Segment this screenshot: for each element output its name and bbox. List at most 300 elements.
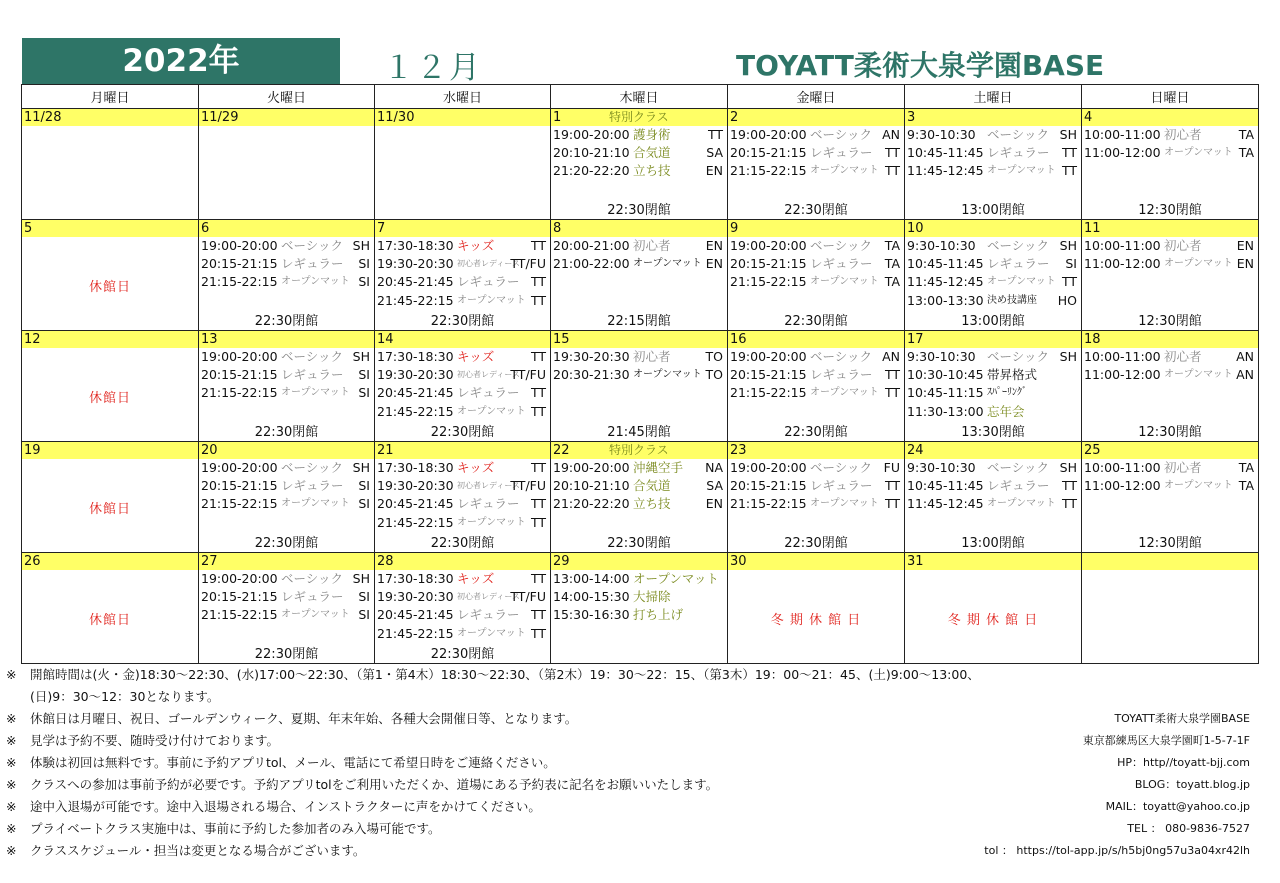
class-entry: [551, 348, 727, 366]
date-label: 6: [199, 220, 374, 237]
class-name: 沖縄空手: [633, 460, 684, 475]
class-time: 11:45-12:45: [907, 163, 984, 179]
day-cell: [199, 109, 375, 220]
note-text: プライベートクラス実施中は、事前に予約した参加者のみ入場可能です。: [30, 821, 441, 836]
weekday-header: 月曜日: [22, 85, 199, 109]
instructor-code: SH: [352, 571, 370, 586]
class-entry: [905, 384, 1081, 402]
date-label: 11/28: [22, 109, 198, 126]
day-cell: [375, 553, 551, 664]
class-name: キッズ: [457, 349, 495, 364]
class-entry: [551, 495, 727, 513]
class-entry: [905, 477, 1081, 495]
class-entry: [728, 126, 904, 144]
class-entry: [375, 348, 550, 366]
date-label: 10: [905, 220, 1081, 237]
instructor-code: EN: [705, 163, 723, 179]
class-name: オープンマット: [633, 571, 719, 586]
day-cell: [905, 109, 1082, 220]
instructor-code: SI: [358, 496, 370, 512]
closing-time: 22:30閉館: [784, 314, 848, 329]
class-name: レギュラー: [281, 589, 344, 605]
class-time: 10:45-11:45: [907, 145, 984, 161]
weekday-header: 土曜日: [905, 85, 1082, 109]
class-entry: [375, 384, 550, 402]
class-time: 19:00-20:00: [201, 571, 278, 586]
note-text: (日)9：30～12：30となります。: [30, 689, 220, 704]
contact-line: MAIL：toyatt@yahoo.co.jp: [1105, 800, 1250, 813]
class-entry: [199, 495, 374, 513]
instructor-code: TT: [530, 460, 546, 475]
class-entry: [905, 162, 1081, 180]
instructor-code: TT: [530, 292, 546, 308]
class-entry: [375, 588, 550, 606]
class-time: 9:30-10:30: [907, 349, 976, 364]
day-cell: [22, 220, 199, 331]
class-time: 17:30-18:30: [377, 349, 454, 364]
class-entry: [905, 403, 1081, 421]
class-name: 初心者: [1164, 127, 1202, 142]
class-name: ベーシック: [987, 238, 1050, 253]
instructor-code: TT: [884, 367, 900, 383]
day-cell: [1082, 442, 1259, 553]
class-name: ベーシック: [810, 460, 873, 475]
class-name: キッズ: [457, 571, 495, 586]
contact-line: TEL ： 080-9836-7527: [1127, 822, 1250, 835]
class-name: 合気道: [633, 478, 671, 494]
note-mark: ※: [6, 821, 17, 836]
class-entry: [199, 606, 374, 624]
instructor-code: AN: [882, 349, 900, 364]
class-entry: [1082, 348, 1258, 366]
note-text: クラススケジュール・担当は変更となる場合がございます。: [30, 843, 366, 858]
class-time: 20:30-21:30: [553, 367, 630, 383]
date-label: 28: [375, 553, 550, 570]
instructor-code: EN: [705, 496, 723, 512]
note-mark: ※: [6, 711, 17, 726]
instructor-code: TO: [705, 367, 723, 383]
note-text: 開館時間は(火・金)18:30～22:30、(水)17:00～22:30、（第1・第4木）18:30～22:30、（第2木）19：30～22：15、（第3木）19：00～21：45、(土)9:00～13:00、: [30, 667, 980, 682]
class-name: オープンマット: [281, 276, 350, 288]
note-mark: ※: [6, 799, 17, 814]
class-entry: [375, 366, 550, 384]
class-time: 10:00-11:00: [1084, 460, 1161, 475]
closing-time: 22:30閉館: [607, 536, 671, 551]
class-entry: [375, 237, 550, 255]
class-entry: [551, 570, 727, 588]
week-row: [22, 109, 1259, 220]
class-entry: [199, 237, 374, 255]
instructor-code: TT: [884, 385, 900, 401]
class-time: 11:00-12:00: [1084, 478, 1161, 494]
class-name: オープンマット: [1164, 258, 1233, 270]
day-cell: [728, 220, 905, 331]
class-entry: [375, 606, 550, 624]
day-cell: [375, 442, 551, 553]
class-entry: [905, 292, 1081, 310]
date-label: 31: [905, 553, 1081, 570]
instructor-code: HO: [1057, 292, 1077, 308]
instructor-code: TT/FU: [510, 256, 546, 272]
class-entry: [728, 144, 904, 162]
class-name: オープンマット: [1164, 480, 1233, 492]
class-name: レギュラー: [810, 145, 873, 161]
class-name: 初心者: [1164, 238, 1202, 253]
class-time: 21:15-22:15: [730, 385, 807, 401]
class-time: 10:45-11:45: [907, 256, 984, 272]
instructor-code: SI: [358, 274, 370, 290]
day-cell: [375, 220, 551, 331]
class-time: 10:00-11:00: [1084, 127, 1161, 142]
closing-time: 13:00閉館: [961, 314, 1025, 329]
day-cell: [551, 553, 728, 664]
closed-day-label: 休館日: [88, 391, 131, 406]
special-class-label: 特別クラス: [609, 110, 669, 124]
class-entry: [1082, 126, 1258, 144]
day-cell: [728, 553, 905, 664]
weekday-header: 金曜日: [728, 85, 905, 109]
note-text: 体験は初回は無料です。事前に予約アプリtol、メール、電話にて希望日時をご連絡ください。: [30, 755, 556, 770]
class-time: 9:30-10:30: [907, 127, 976, 142]
class-name: レギュラー: [457, 607, 520, 623]
weekday-header: 日曜日: [1082, 85, 1259, 109]
date-label: 30: [728, 553, 904, 570]
instructor-code: SH: [1059, 127, 1077, 142]
class-time: 21:15-22:15: [201, 385, 278, 401]
closing-time: 22:30閉館: [784, 536, 848, 551]
class-name: ベーシック: [281, 460, 344, 475]
class-time: 19:00-20:00: [553, 127, 630, 142]
class-time: 20:10-21:10: [553, 145, 630, 161]
day-cell: [551, 442, 728, 553]
instructor-code: TT: [530, 238, 546, 253]
class-entry: [905, 273, 1081, 291]
date-label: 25: [1082, 442, 1258, 459]
instructor-code: TT: [884, 145, 900, 161]
date-strip: [551, 109, 727, 126]
instructor-code: TT: [530, 607, 546, 623]
class-entry: [551, 366, 727, 384]
class-time: 19:30-20:30: [553, 349, 630, 364]
class-time: 19:00-20:00: [201, 238, 278, 253]
class-entry: [551, 477, 727, 495]
class-name: ベーシック: [281, 349, 344, 364]
date-label: 24: [905, 442, 1081, 459]
class-time: 17:30-18:30: [377, 460, 454, 475]
class-name: レギュラー: [810, 367, 873, 383]
class-name: オープンマット: [810, 165, 879, 177]
month-title: １２月: [383, 50, 482, 86]
class-name: レギュラー: [987, 145, 1050, 161]
instructor-code: EN: [705, 238, 723, 253]
instructor-code: SH: [1059, 349, 1077, 364]
class-name: レギュラー: [281, 478, 344, 494]
instructor-code: TT: [530, 403, 546, 419]
instructor-code: SH: [1059, 238, 1077, 253]
class-name: オープンマット: [457, 294, 526, 306]
class-name: レギュラー: [457, 496, 520, 512]
class-name: オープンマット: [987, 165, 1056, 177]
class-name: オープンマット: [457, 405, 526, 417]
date-label: 3: [905, 109, 1081, 126]
class-time: 13:00-13:30: [907, 292, 984, 308]
class-entry: [375, 477, 550, 495]
class-name: レギュラー: [810, 256, 873, 272]
instructor-code: TA: [1238, 127, 1254, 142]
class-time: 20:15-21:15: [730, 478, 807, 494]
class-entry: [728, 273, 904, 291]
day-cell: [199, 553, 375, 664]
class-name: 初心者レディース: [457, 370, 520, 380]
date-label: 26: [22, 553, 198, 570]
closing-time: 13:30閉館: [961, 425, 1025, 440]
date-label: 17: [905, 331, 1081, 348]
instructor-code: SI: [358, 478, 370, 494]
class-name: オープンマット: [810, 498, 879, 510]
week-row: [22, 442, 1259, 553]
class-entry: [551, 255, 727, 273]
class-time: 21:20-22:20: [553, 163, 630, 179]
date-label: 9: [728, 220, 904, 237]
date-label: 23: [728, 442, 904, 459]
class-time: 9:30-10:30: [907, 460, 976, 475]
closing-time: 21:45閉館: [607, 425, 671, 440]
class-name: レギュラー: [987, 256, 1050, 272]
class-time: 20:15-21:15: [730, 367, 807, 383]
note-mark: ※: [6, 755, 17, 770]
instructor-code: TT: [530, 385, 546, 401]
instructor-code: AN: [1236, 349, 1254, 364]
day-cell: [1082, 331, 1259, 442]
class-time: 20:45-21:45: [377, 496, 454, 512]
class-time: 21:15-22:15: [201, 274, 278, 290]
instructor-code: NA: [705, 460, 723, 475]
class-entry: [728, 477, 904, 495]
class-entry: [905, 366, 1081, 384]
day-cell: [199, 442, 375, 553]
class-entry: [1082, 477, 1258, 495]
class-entry: [1082, 366, 1258, 384]
instructor-code: TT: [707, 127, 723, 142]
class-name: 初心者: [1164, 460, 1202, 475]
class-entry: [728, 348, 904, 366]
calendar-body: [22, 109, 1259, 664]
closed-day-label: 休館日: [88, 502, 131, 517]
class-time: 21:15-22:15: [730, 274, 807, 290]
closing-time: 12:30閉館: [1138, 425, 1202, 440]
class-name: オープンマット: [810, 387, 879, 399]
contact-line: 東京都練馬区大泉学園町1-5-7-1F: [1082, 734, 1250, 747]
class-time: 20:15-21:15: [730, 145, 807, 161]
class-entry: [728, 384, 904, 402]
class-time: 21:15-22:15: [201, 496, 278, 512]
class-entry: [199, 384, 374, 402]
day-cell: [199, 331, 375, 442]
class-time: 19:00-20:00: [201, 460, 278, 475]
note-mark: ※: [6, 667, 17, 682]
class-name: キッズ: [457, 460, 495, 475]
class-name: オープンマット: [281, 609, 350, 621]
note-text: クラスへの参加は事前予約が必要です。予約アプリtolをご利用いただくか、道場にある予約表に記名をお願いいたします。: [30, 777, 719, 792]
class-time: 19:30-20:30: [377, 256, 454, 272]
class-entry: [905, 237, 1081, 255]
instructor-code: TA: [1238, 145, 1254, 161]
class-entry: [1082, 237, 1258, 255]
class-entry: [551, 144, 727, 162]
class-name: レギュラー: [987, 478, 1050, 494]
date-label: 18: [1082, 331, 1258, 348]
class-name: オープンマット: [810, 276, 879, 288]
class-name: 帯昇格式: [987, 367, 1038, 383]
class-name: ベーシック: [281, 238, 344, 253]
instructor-code: TT/FU: [510, 367, 546, 383]
calendar-table: [21, 84, 1259, 664]
class-time: 11:45-12:45: [907, 496, 984, 512]
closing-time: 22:30閉館: [254, 425, 319, 440]
day-cell: [551, 331, 728, 442]
instructor-code: TT/FU: [510, 478, 546, 494]
class-time: 21:20-22:20: [553, 496, 630, 512]
instructor-code: TT: [1061, 145, 1077, 161]
class-entry: [199, 459, 374, 477]
class-time: 20:00-21:00: [553, 238, 630, 253]
closing-time: 22:15閉館: [607, 314, 671, 329]
closing-time: 22:30閉館: [254, 314, 319, 329]
class-entry: [375, 255, 550, 273]
class-name: ベーシック: [810, 127, 873, 142]
class-entry: [551, 126, 727, 144]
instructor-code: TA: [884, 274, 900, 290]
date-label: 15: [551, 331, 727, 348]
class-entry: [199, 366, 374, 384]
note-text: 見学は予約不要、随時受け付けております。: [30, 733, 280, 748]
instructor-code: TT: [1061, 478, 1077, 494]
class-time: 10:45-11:45: [907, 478, 984, 494]
class-entry: [905, 495, 1081, 513]
date-label: 12: [22, 331, 198, 348]
day-cell: [22, 442, 199, 553]
instructor-code: TO: [705, 349, 723, 364]
day-cell: [1082, 553, 1259, 664]
class-entry: [375, 403, 550, 421]
instructor-code: SI: [358, 256, 370, 272]
day-cell: [905, 553, 1082, 664]
class-time: 11:30-13:00: [907, 403, 984, 419]
class-time: 20:15-21:15: [201, 367, 278, 383]
class-name: レギュラー: [281, 256, 344, 272]
class-time: 9:30-10:30: [907, 238, 976, 253]
class-time: 17:30-18:30: [377, 238, 454, 253]
instructor-code: EN: [1236, 238, 1254, 253]
closing-time: 22:30閉館: [254, 536, 319, 551]
class-entry: [375, 495, 550, 513]
class-name: レギュラー: [281, 367, 344, 383]
instructor-code: TT: [530, 514, 546, 530]
class-time: 19:00-20:00: [730, 238, 807, 253]
class-time: 20:45-21:45: [377, 607, 454, 623]
day-cell: [905, 442, 1082, 553]
class-time: 19:30-20:30: [377, 367, 454, 383]
instructor-code: TT: [884, 496, 900, 512]
class-time: 19:00-20:00: [730, 127, 807, 142]
class-name: ベーシック: [810, 349, 873, 364]
class-entry: [905, 144, 1081, 162]
instructor-code: SI: [358, 385, 370, 401]
class-name: 初心者: [633, 349, 671, 364]
class-entry: [728, 459, 904, 477]
class-name: ベーシック: [987, 349, 1050, 364]
class-time: 21:15-22:15: [730, 163, 807, 179]
instructor-code: AN: [1236, 367, 1254, 383]
class-name: ベーシック: [987, 127, 1050, 142]
class-name: ベーシック: [281, 571, 344, 586]
week-row: [22, 553, 1259, 664]
class-entry: [905, 255, 1081, 273]
weekday-header: 木曜日: [551, 85, 728, 109]
day-cell: [728, 109, 905, 220]
class-time: 20:10-21:10: [553, 478, 630, 494]
day-cell: [22, 331, 199, 442]
class-name: 打ち上げ: [633, 607, 684, 623]
date-label: 19: [22, 442, 198, 459]
contact-info: [984, 708, 1250, 862]
class-name: キッズ: [457, 238, 495, 253]
class-entry: [199, 255, 374, 273]
class-time: 19:00-20:00: [201, 349, 278, 364]
class-name: 決め技講座: [987, 294, 1037, 306]
class-entry: [375, 273, 550, 291]
class-entry: [905, 348, 1081, 366]
class-entry: [375, 459, 550, 477]
class-name: 初心者: [633, 238, 671, 253]
instructor-code: EN: [705, 256, 723, 272]
class-time: 11:00-12:00: [1084, 145, 1161, 161]
day-cell: [22, 109, 199, 220]
instructor-code: SI: [1065, 256, 1077, 272]
day-cell: [375, 109, 551, 220]
class-time: 20:15-21:15: [201, 256, 278, 272]
instructor-code: TT: [530, 349, 546, 364]
class-entry: [728, 255, 904, 273]
class-time: 21:00-22:00: [553, 256, 630, 272]
closing-time: 22:30閉館: [254, 647, 319, 662]
day-cell: [551, 109, 728, 220]
instructor-code: TA: [884, 256, 900, 272]
instructor-code: TT: [530, 571, 546, 586]
day-cell: [1082, 220, 1259, 331]
class-entry: [199, 348, 374, 366]
contact-line: TOYATT柔術大泉学園BASE: [1114, 712, 1250, 725]
class-name: オープンマット: [1164, 369, 1233, 381]
class-name: レギュラー: [457, 385, 520, 401]
class-entry: [199, 570, 374, 588]
date-label: 2: [728, 109, 904, 126]
class-time: 20:45-21:45: [377, 385, 454, 401]
class-entry: [551, 237, 727, 255]
instructor-code: TA: [1238, 478, 1254, 494]
class-time: 21:45-22:15: [377, 292, 454, 308]
class-time: 19:30-20:30: [377, 589, 454, 605]
instructor-code: TA: [1238, 460, 1254, 475]
instructor-code: SH: [1059, 460, 1077, 475]
class-time: 10:30-10:45: [907, 367, 984, 383]
note-text: 途中入退場が可能です。途中入退場される場合、インストラクターに声をかけてください。: [30, 799, 541, 814]
class-time: 19:30-20:30: [377, 478, 454, 494]
date-label: 20: [199, 442, 374, 459]
class-time: 10:00-11:00: [1084, 238, 1161, 253]
class-name: 護身術: [633, 127, 671, 142]
class-entry: [905, 459, 1081, 477]
